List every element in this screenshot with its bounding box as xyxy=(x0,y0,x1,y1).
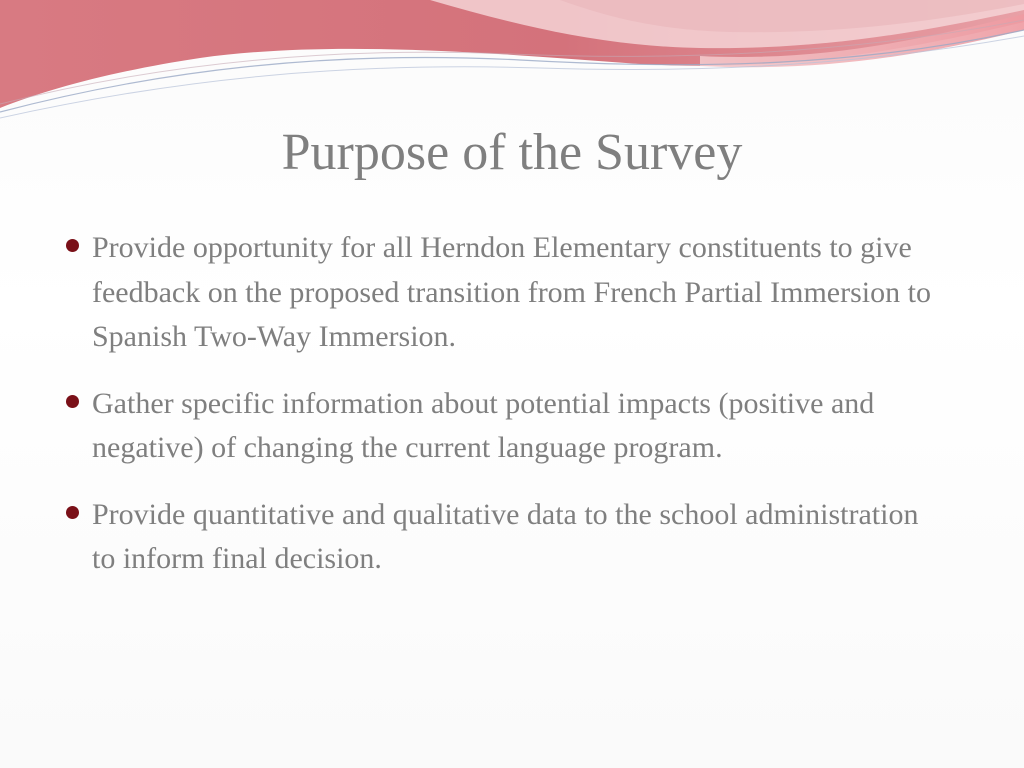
header-wave-decoration xyxy=(0,0,1024,130)
slide-title: Purpose of the Survey xyxy=(281,124,743,181)
bullet-list xyxy=(62,226,942,604)
bullet-text: Provide quantitative and qualitative data to the school administration to inform final decision. xyxy=(92,497,919,575)
bullet-dot-icon xyxy=(66,239,79,252)
bullet-item xyxy=(62,382,942,471)
bullet-item xyxy=(62,493,942,582)
bullet-text: Provide opportunity for all Herndon Elementary constituents to give feedback on the proposed transition from French Partial Immersion to Spanish Two-Way Immersion. xyxy=(92,231,931,353)
bullet-dot-icon xyxy=(66,506,79,519)
bullet-text: Gather specific information about potential impacts (positive and negative) of changing the current language program. xyxy=(92,386,875,464)
bullet-dot-icon xyxy=(66,395,79,408)
bullet-item xyxy=(62,226,942,360)
